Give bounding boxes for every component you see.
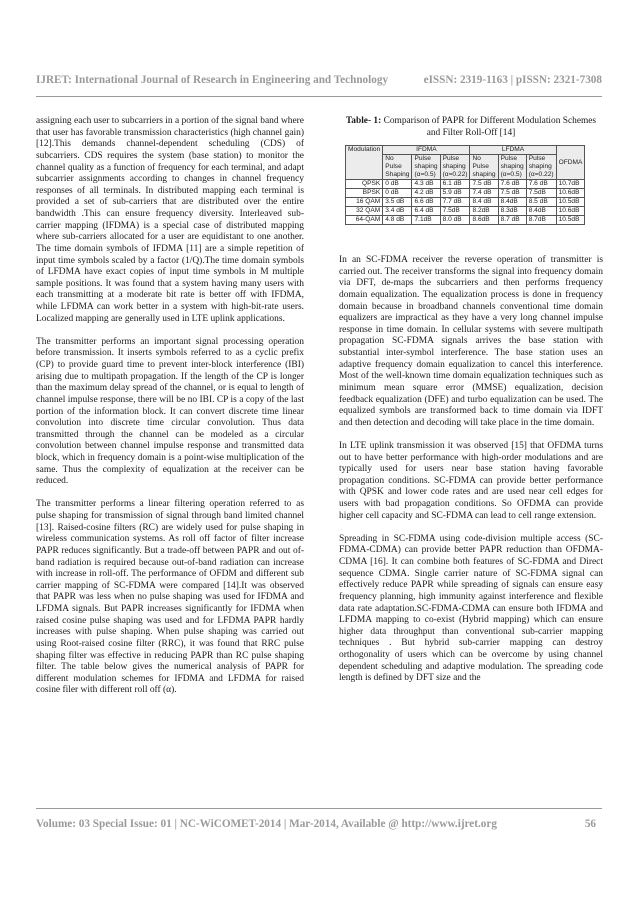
- papr-value-cell: 3.4 dB: [383, 207, 412, 216]
- papr-value-cell: 8.2dB: [470, 207, 498, 216]
- table-header-row: [346, 146, 585, 155]
- table-row: [346, 207, 585, 216]
- papr-value-cell: 4.2 dB: [412, 189, 440, 198]
- paragraph: The transmitter performs a linear filtering operation referred to as pulse shaping for transmission of signal through band limited channel [13]. Raised-cosine filters (RC) are widely used for pulse shaping in wireless communication systems. As roll off factor of filter increase PAPR reduces significantly. But a trade-off between PAPR and out of-band radiation is required because out-of-band radiation can increase with increase in roll-off. The performance of OFDM and different sub carrier mapping of SC-FDMA were compared [14].It was observed that PAPR was less when no pulse shaping was used for IFDMA and LFDMA signals. But PAPR increases significantly for IFDMA when raised cosine pulse shaping was used and for LFDMA PAPR hardly increases with pulse shaping. When pulse shaping was carried out using Root-raised cosine filter (RRC), it was found that RRC pulse shaping filter was effective in reducing PAPR than RC pulse shaping filter. The table below gives the numerical analysis of PAPR for different modulation schemes for IFDMA and LFDMA for raised cosine filer with different roll off (α).: [36, 499, 304, 696]
- papr-value-cell: 7.4 dB: [470, 189, 498, 198]
- header-rule: [36, 96, 602, 97]
- paragraph: Spreading in SC-FDMA using code-division multiple access (SC-FDMA-CDMA) can provide better PAPR reduction than OFDMA-CDMA [16]. It can combine both features of SC-FDMA and Direct sequence CDMA. Single carrier nature of SC-FDMA signal can effectively reduce PAPR while spreading of signals can ensure easy frequency planning, high immunity against interference and flexible data rate adaptation.SC-FDMA-CDMA can ensure both IFDMA and LFDMA mapping to co-exist (Hybrid mapping) which can ensure higher data throughput than conventional sub-carrier mapping techniques . But hybrid sub-carrier mapping can destroy orthogonality of users which can be overcome by using channel dependent scheduling and adaptive modulation. The spreading code length is defined by DFT size and the: [339, 533, 603, 684]
- table-row: [346, 180, 585, 189]
- papr-value-cell: 10.6dB: [556, 189, 585, 198]
- papr-value-cell: 7.6 dB: [498, 180, 526, 189]
- papr-value-cell: 5.9 dB: [440, 189, 470, 198]
- papr-value-cell: 6.4 dB: [412, 207, 440, 216]
- table-row: [346, 216, 585, 225]
- modulation-cell: 32 QAM: [346, 207, 383, 216]
- papr-value-cell: 8.0 dB: [440, 216, 470, 225]
- papr-value-cell: 10.6dB: [556, 207, 585, 216]
- page-number: 56: [584, 818, 596, 830]
- subheader-cell: Pulse shaping (α=0.22): [526, 155, 556, 180]
- ofdma-header: OFDMA: [556, 146, 585, 180]
- papr-value-cell: 3.5 dB: [383, 198, 412, 207]
- papr-value-cell: 4.8 dB: [383, 216, 412, 225]
- footer-rule: [36, 808, 602, 809]
- papr-value-cell: 0 dB: [383, 180, 412, 189]
- papr-value-cell: 7.5 dB: [498, 189, 526, 198]
- papr-value-cell: 8.7dB: [526, 216, 556, 225]
- journal-name: IJRET: International Journal of Research in Engineering and Technology: [36, 74, 389, 86]
- papr-value-cell: 10.5dB: [556, 216, 585, 225]
- lfdma-header: LFDMA: [470, 146, 556, 155]
- papr-value-cell: 4.3 dB: [412, 180, 440, 189]
- table-row: [346, 198, 585, 207]
- subheader-cell: Pulse shaping (α=0.22): [440, 155, 470, 180]
- papr-value-cell: 8.4 dB: [470, 198, 498, 207]
- table-caption: [339, 116, 603, 139]
- paragraph: The transmitter performs an important signal processing operation before transmission. It inserts symbols referred to as a cyclic prefix (CP) to provide guard time to prevent inter-block interference (IBI) arising due to multipath propagation. If the length of the CP is longer than the maximum delay spread of the channel, or is equal to length of channel impulse response, there will be no IBI. CP is a copy of the last portion of the information block. It can convert discrete time linear convolution into discrete time circular convolution. Thus data transmitted through the channel can be modeled as a circular convolution between channel impulse response and transmitted data block, which in frequency domain is a point-wise multiplication of the same. Thus the complexity of equalization at the receiver can be reduced.: [36, 336, 304, 487]
- modulation-cell: BPSK: [346, 189, 383, 198]
- papr-value-cell: 8.5 dB: [526, 198, 556, 207]
- modulation-cell: 16 QAM: [346, 198, 383, 207]
- papr-value-cell: 7.5dB: [526, 189, 556, 198]
- table-caption-label: Table- 1:: [345, 116, 382, 126]
- issn-text: eISSN: 2319-1163 | pISSN: 2321-7308: [423, 74, 602, 86]
- modulation-cell: 64-QAM: [346, 216, 383, 225]
- paragraph: assigning each user to subcarriers in a portion of the signal band where that user has favorable transmission characteristics (high channel gain)[12].This demands channel-dependent scheduling (CDS) of subcarriers. CDS requires the system (base station) to monitor the channel quality as a function of frequency for each terminal, and adapt subcarrier assignments according to changes in channel frequency responses of all terminals. In distributed mapping each terminal is provided a set of sub-carriers that are distributed over the entire bandwidth .This can ensure frequency diversity. Interleaved sub-carrier mapping (IFDMA) is a special case of distributed mapping where sub-carriers allocated for a user are equidistant to one another. The time domain symbols of IFDMA [11] are a simple repetition of input time symbols scaled by a factor (1/Q).The time domain symbols of LFDMA have exact copies of input time symbols in M multiple sample positions. It was found that a system having many users with each transmitting at a moderate bit rate is better off with IFDMA, while LFDMA can work better in a system with high-bit-rate users. Localized mapping are generally used in LTE uplink applications.: [36, 116, 304, 324]
- papr-value-cell: 7.7 dB: [440, 198, 470, 207]
- running-header: [36, 74, 602, 86]
- table-row: [346, 189, 585, 198]
- subheader-cell: Pulse shaping (α=0.5): [498, 155, 526, 180]
- papr-value-cell: 8.3dB: [498, 207, 526, 216]
- subheader-cell: No Pulse shaping: [470, 155, 498, 180]
- papr-value-cell: 7.5dB: [440, 207, 470, 216]
- papr-value-cell: 10.5dB: [556, 198, 585, 207]
- papr-value-cell: 8.4dB: [526, 207, 556, 216]
- modulation-cell: QPSK: [346, 180, 383, 189]
- modulation-header: Modulation: [346, 146, 383, 180]
- papr-value-cell: 0 dB: [383, 189, 412, 198]
- paragraph: In LTE uplink transmission it was observed [15] that OFDMA turns out to have better performance with high-order modulations and are typically used for users near base station having favorable propagation conditions. SC-FDMA can provide better performance with QPSK and lower code rates and are used near cell edges for users with bad propagation conditions. So OFDMA can provide higher cell capacity and SC-FDMA can lead to cell range extension.: [339, 440, 603, 521]
- papr-value-cell: 7.5 dB: [470, 180, 498, 189]
- papr-value-cell: 10.7dB: [556, 180, 585, 189]
- papr-value-cell: 6.1 dB: [440, 180, 470, 189]
- ifdma-header: IFDMA: [383, 146, 470, 155]
- running-footer: [36, 818, 596, 830]
- subheader-cell: Pulse shaping (α=0.5): [412, 155, 440, 180]
- right-column: [339, 116, 603, 696]
- subheader-cell: No Pulse Shaping: [383, 155, 412, 180]
- papr-value-cell: 6.6 dB: [412, 198, 440, 207]
- table-body: [346, 180, 585, 225]
- left-column: [36, 116, 304, 709]
- papr-table: [345, 145, 585, 225]
- papr-value-cell: 8.6dB: [470, 216, 498, 225]
- papr-value-cell: 8.4dB: [498, 198, 526, 207]
- papr-value-cell: 7.1dB: [412, 216, 440, 225]
- paragraph: In an SC-FDMA receiver the reverse operation of transmitter is carried out. The receiver transforms the signal into frequency domain via DFT, de-maps the subcarriers and then performs frequency domain equalization. The equalization process is done in frequency domain because in broadband channels conventional time domain equalizers are impractical as they have a very long channel impulse response in time domain. In cellular systems with severe multipath propagation SC-FDMA signals arrives the base station with substantial inter-symbol interference. The base station uses an adaptive frequency domain equalization to cancel this interference. Most of the well-known time domain equalization techniques such as minimum mean square error (MMSE) equalization, decision feedback equalization (DFE) and turbo equalization can be used. The equalized symbols are transformed back to time domain via IDFT and then detection and decoding will take place in the time domain.: [339, 255, 603, 428]
- table-caption-text: Comparison of PAPR for Different Modulation Schemes and Filter Roll-Off [14]: [383, 116, 597, 138]
- footer-volume: Volume: 03 Special Issue: 01 | NC-WiCOMET-2014 | Mar-2014, Available @ http://www.ijret.org: [36, 818, 497, 830]
- papr-value-cell: 7.6 dB: [526, 180, 556, 189]
- papr-value-cell: 8.7 dB: [498, 216, 526, 225]
